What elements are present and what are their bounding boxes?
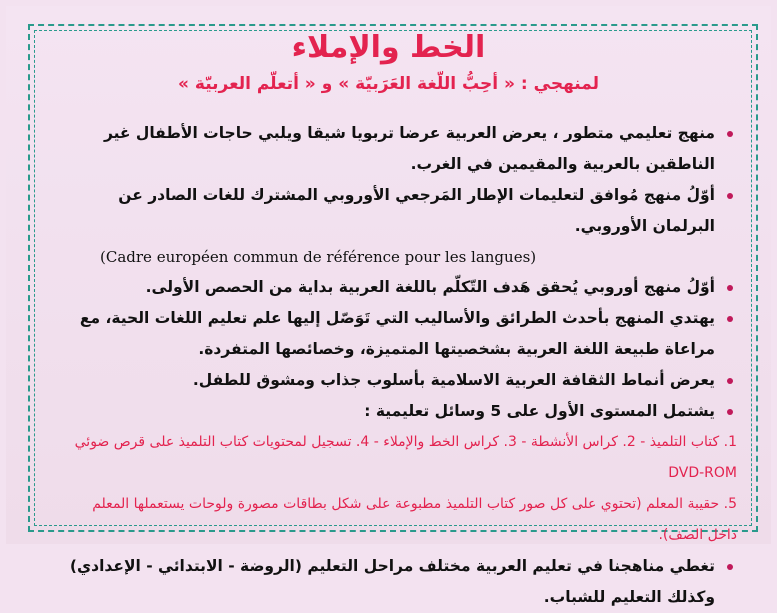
bullet-icon — [727, 285, 733, 291]
list-item-text: تغطي مناهجنا في تعليم العربية مختلف مراحل التعليم (الروضة - الابتدائي - الإعدادي) وكذلك التعليم للشباب. — [69, 557, 715, 606]
list-item — [60, 303, 737, 365]
list-item-text: منهج تعليمي متطور ، يعرض العربية عرضا تربويا شيقا ويلبي حاجات الأطفال غير الناطقين بالعربية والمقيمين في الغرب. — [103, 124, 715, 173]
list-item — [60, 118, 737, 180]
page-subtitle: لمنهجي : « أحِبُّ اللّغة العَرَبيّة » و « أتعلّم العربيّة » — [177, 74, 600, 94]
list-item-text: أوّلُ منهج مُوافق لتعليمات الإطار المَرجعي الأوروبي المشترك للغات الصادر عن البرلمان الأوروبي. — [118, 186, 715, 235]
list-item — [60, 180, 737, 242]
materials-text: 5. حقيبة المعلم (تحتوي على كل صور كتاب التلميذ مطبوعة على شكل بطاقات مصورة ولوحات يستعملها المعلم داخل الصف). — [92, 496, 737, 543]
list-item — [60, 551, 737, 613]
materials-line-2 — [60, 489, 737, 551]
bullet-icon — [727, 316, 733, 322]
list-item-text: يعرض أنماط الثقافة العربية الاسلامية بأسلوب جذاب ومشوق للطفل. — [192, 371, 715, 389]
list-item-text: يهتدي المنهج بأحدث الطرائق والأساليب التي تَوَصّل إليها علم تعليم اللغات الحية، مع مراعاة طبيعة اللغة العربية بشخصيتها المتميزة، وخصائصها المتفردة. — [79, 309, 715, 358]
list-item — [60, 365, 737, 396]
list-item — [60, 272, 737, 303]
feature-list — [60, 118, 737, 613]
french-note — [100, 242, 737, 272]
materials-text: 1. كتاب التلميذ - 2. كراس الأنشطة - 3. كراس الخط والإملاء - 4. تسجيل لمحتويات كتاب التلميذ على قرص ضوئي DVD-ROM — [74, 434, 737, 481]
page-title: الخط والإملاء — [291, 30, 486, 65]
french-note-text: (Cadre européen commun de référence pour les langues) — [100, 248, 537, 266]
materials-line-1 — [60, 427, 737, 489]
list-item — [60, 396, 737, 427]
bullet-icon — [727, 131, 733, 137]
list-item-text: يشتمل المستوى الأول على 5 وسائل تعليمية : — [364, 402, 715, 420]
bullet-icon — [727, 378, 733, 384]
bullet-icon — [727, 193, 733, 199]
bullet-icon — [727, 409, 733, 415]
list-item-text: أوّلُ منهج أوروبي يُحقق هَدف التّكلّم باللغة العربية بداية من الحصص الأولى. — [145, 278, 715, 296]
bullet-icon — [727, 564, 733, 570]
